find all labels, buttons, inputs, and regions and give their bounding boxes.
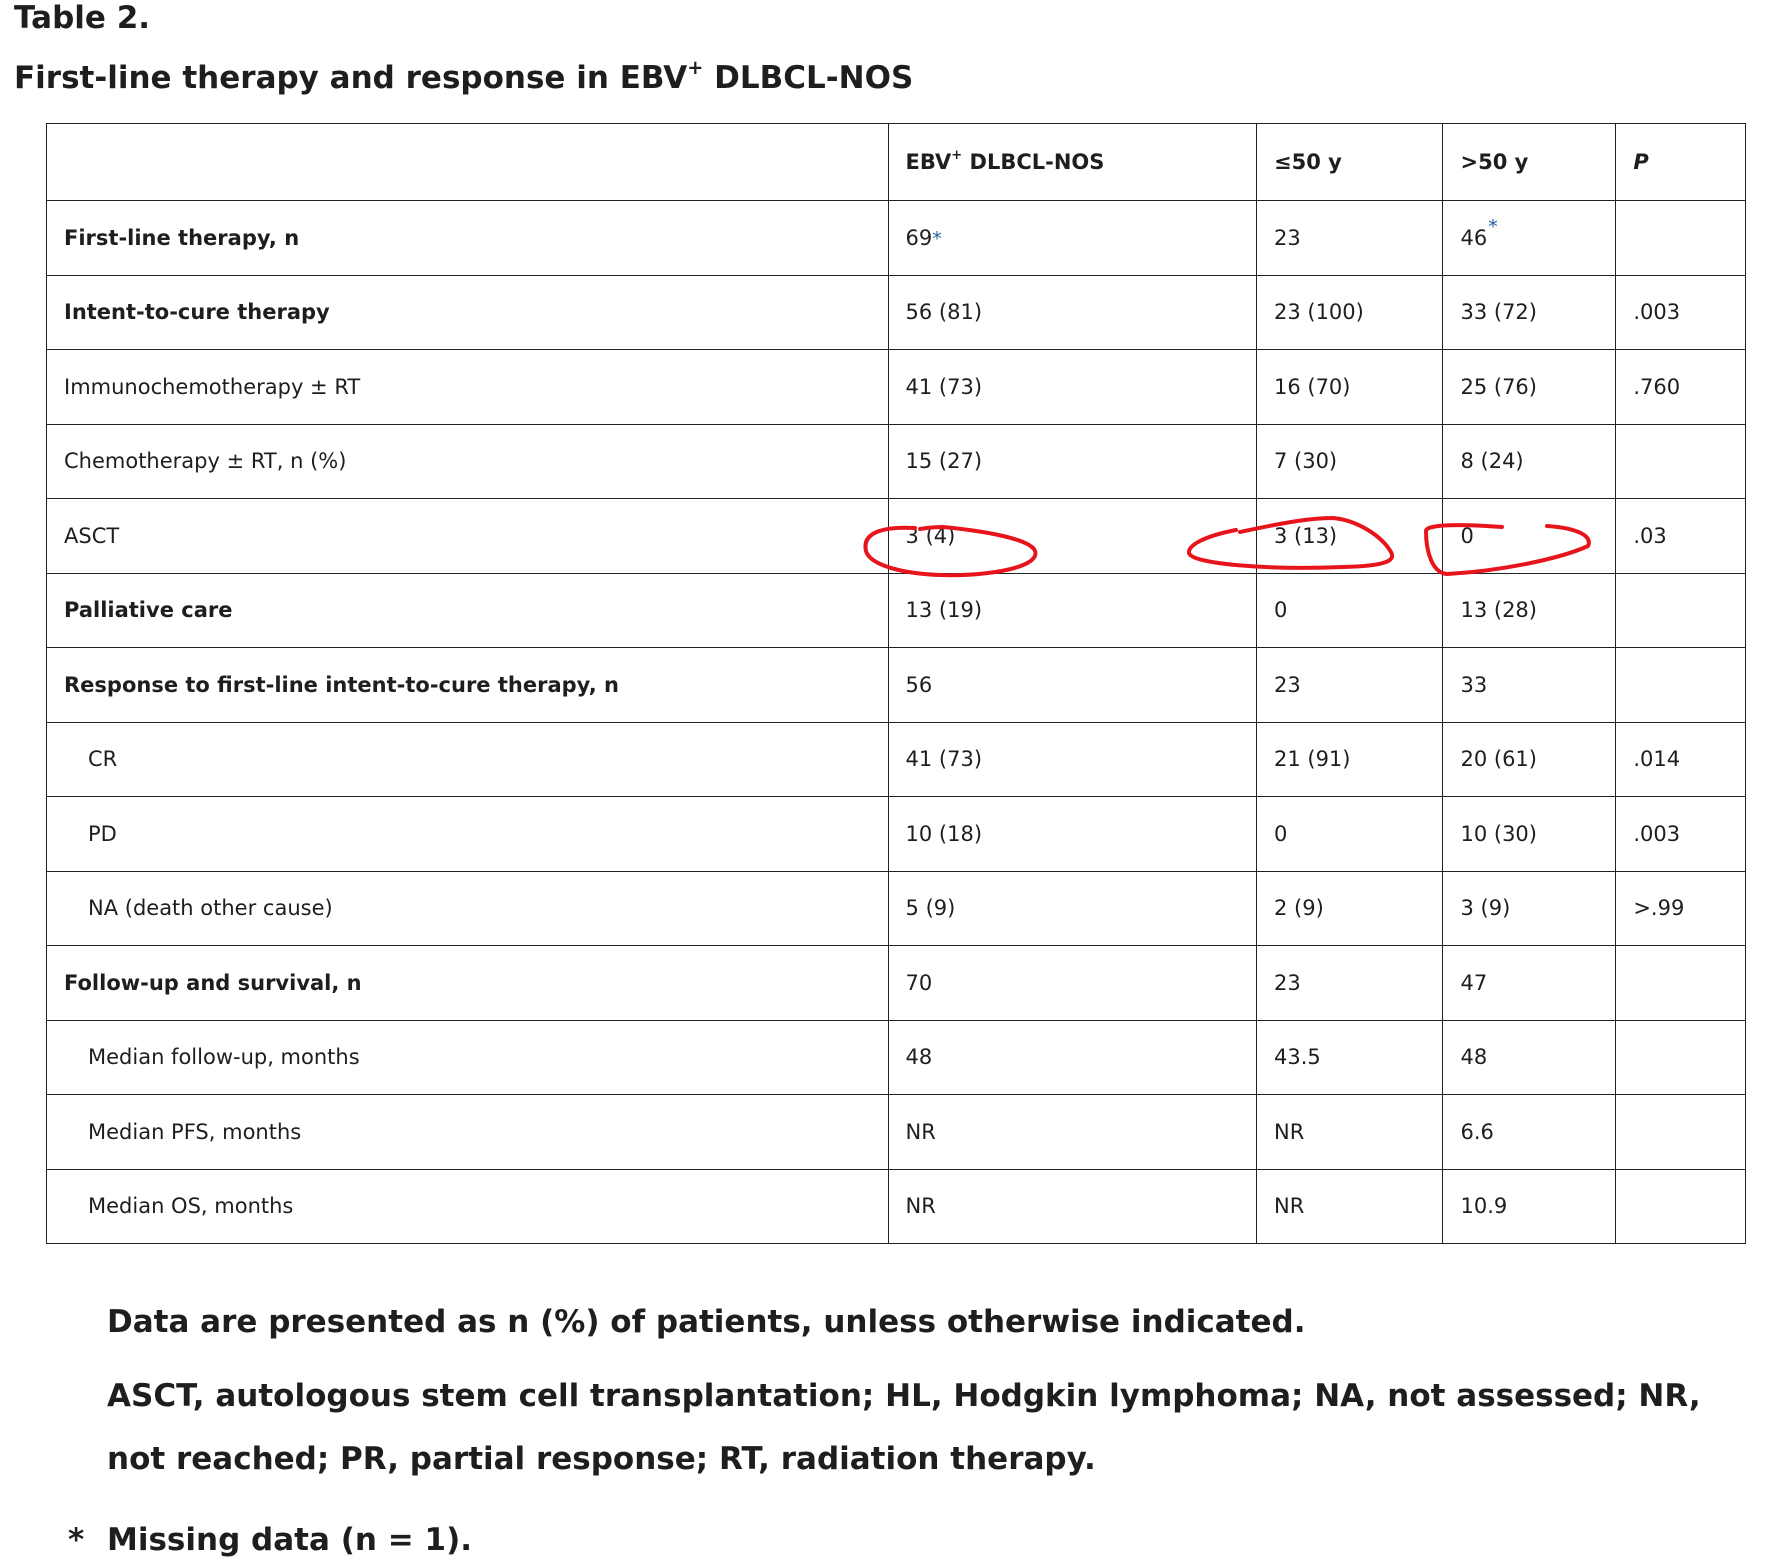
table-row [47, 797, 1746, 872]
footnote-link[interactable]: * [1488, 215, 1498, 238]
table-row [47, 1169, 1746, 1244]
cell-all: 13 (19) [888, 573, 1256, 648]
footnote-marker: * [68, 1522, 85, 1558]
header-under-50: ≤50 y [1256, 124, 1443, 201]
cell-old: 0 [1443, 499, 1616, 574]
row-label: First-line therapy, n [47, 201, 889, 276]
cell-all: 70 [888, 946, 1256, 1021]
cell-young: NR [1256, 1095, 1443, 1170]
cell-p [1616, 573, 1746, 648]
title-superscript: + [687, 55, 704, 79]
row-label: ASCT [47, 499, 889, 574]
row-label: PD [47, 797, 889, 872]
cell-p [1616, 1169, 1746, 1244]
table-row [47, 648, 1746, 723]
table-row [47, 722, 1746, 797]
cell-young: 43.5 [1256, 1020, 1443, 1095]
table-row [47, 350, 1746, 425]
cell-p: .003 [1616, 275, 1746, 350]
table-row [47, 871, 1746, 946]
cell-old: 48 [1443, 1020, 1616, 1095]
footnote-text: Missing data (n = 1). [107, 1522, 473, 1558]
cell-value: 69 [905, 225, 933, 250]
cell-old: 6.6 [1443, 1095, 1616, 1170]
cell-young: 16 (70) [1256, 350, 1443, 425]
row-label: Chemotherapy ± RT, n (%) [47, 424, 889, 499]
cell-old: 33 [1443, 648, 1616, 723]
cell-old [1443, 201, 1616, 276]
cell-all: NR [888, 1169, 1256, 1244]
abbreviations-note: ASCT, autologous stem cell transplantation; HL, Hodgkin lymphoma; NA, not assessed; NR, not reached; PR, partial response; RT, radiation therapy. [107, 1378, 1701, 1477]
cell-p: >.99 [1616, 871, 1746, 946]
cell-old: 8 (24) [1443, 424, 1616, 499]
cell-young: 23 [1256, 201, 1443, 276]
row-label: Palliative care [47, 573, 889, 648]
cell-p [1616, 946, 1746, 1021]
table-row [47, 946, 1746, 1021]
cell-p: .760 [1616, 350, 1746, 425]
cell-p: .014 [1616, 722, 1746, 797]
cell-old: 25 (76) [1443, 350, 1616, 425]
header-row [47, 124, 1746, 201]
row-label: CR [47, 722, 889, 797]
cell-old: 3 (9) [1443, 871, 1616, 946]
cell-p [1616, 201, 1746, 276]
row-label: Intent-to-cure therapy [47, 275, 889, 350]
cell-old: 33 (72) [1443, 275, 1616, 350]
cell-young: 0 [1256, 573, 1443, 648]
title-suffix: DLBCL-NOS [703, 60, 914, 96]
cell-all: 5 (9) [888, 871, 1256, 946]
cell-young: 23 [1256, 648, 1443, 723]
cell-all: 10 (18) [888, 797, 1256, 872]
cell-all: NR [888, 1095, 1256, 1170]
table-row [47, 275, 1746, 350]
cell-p: .003 [1616, 797, 1746, 872]
cell-all: 41 (73) [888, 350, 1256, 425]
table-title [14, 55, 914, 98]
table-row [47, 201, 1746, 276]
table-row [47, 499, 1746, 574]
cell-all: 56 (81) [888, 275, 1256, 350]
cell-young: 7 (30) [1256, 424, 1443, 499]
header-empty [47, 124, 889, 201]
row-label: NA (death other cause) [47, 871, 889, 946]
header-ebv-sup: + [951, 148, 963, 164]
cell-young: NR [1256, 1169, 1443, 1244]
cell-value: 46 [1460, 225, 1488, 250]
cell-old: 20 (61) [1443, 722, 1616, 797]
row-label: Median follow-up, months [47, 1020, 889, 1095]
cell-p [1616, 648, 1746, 723]
cell-all: 56 [888, 648, 1256, 723]
table-label: Table 2. [14, 0, 151, 36]
header-ebv-suffix: DLBCL-NOS [962, 150, 1105, 174]
row-label: Follow-up and survival, n [47, 946, 889, 1021]
header-over-50: >50 y [1443, 124, 1616, 201]
header-ebv-dlbcl [888, 124, 1256, 201]
cell-p [1616, 1020, 1746, 1095]
row-label: Median PFS, months [47, 1095, 889, 1170]
cell-all: 48 [888, 1020, 1256, 1095]
data-note: Data are presented as n (%) of patients, unless otherwise indicated. [107, 1304, 1306, 1340]
cell-old: 10 (30) [1443, 797, 1616, 872]
cell-p: .03 [1616, 499, 1746, 574]
table-row [47, 1020, 1746, 1095]
cell-old: 13 (28) [1443, 573, 1616, 648]
cell-all [888, 201, 1256, 276]
cell-young: 0 [1256, 797, 1443, 872]
cell-old: 47 [1443, 946, 1616, 1021]
row-label: Response to first-line intent-to-cure therapy, n [47, 648, 889, 723]
cell-young: 2 (9) [1256, 871, 1443, 946]
cell-young: 3 (13) [1256, 499, 1443, 574]
cell-young: 23 (100) [1256, 275, 1443, 350]
cell-old: 10.9 [1443, 1169, 1616, 1244]
cell-all: 41 (73) [888, 722, 1256, 797]
therapy-response-table [46, 123, 1746, 1244]
table-row [47, 573, 1746, 648]
title-prefix: First-line therapy and response in EBV [14, 60, 688, 96]
cell-all: 15 (27) [888, 424, 1256, 499]
footnote-link[interactable]: * [932, 227, 942, 250]
header-ebv-prefix: EBV [905, 150, 952, 174]
cell-young: 21 (91) [1256, 722, 1443, 797]
table-row [47, 424, 1746, 499]
cell-p [1616, 424, 1746, 499]
cell-p [1616, 1095, 1746, 1170]
row-label: Immunochemotherapy ± RT [47, 350, 889, 425]
header-p-value: P [1616, 124, 1746, 201]
table-row [47, 1095, 1746, 1170]
cell-young: 23 [1256, 946, 1443, 1021]
cell-all: 3 (4) [888, 499, 1256, 574]
row-label: Median OS, months [47, 1169, 889, 1244]
